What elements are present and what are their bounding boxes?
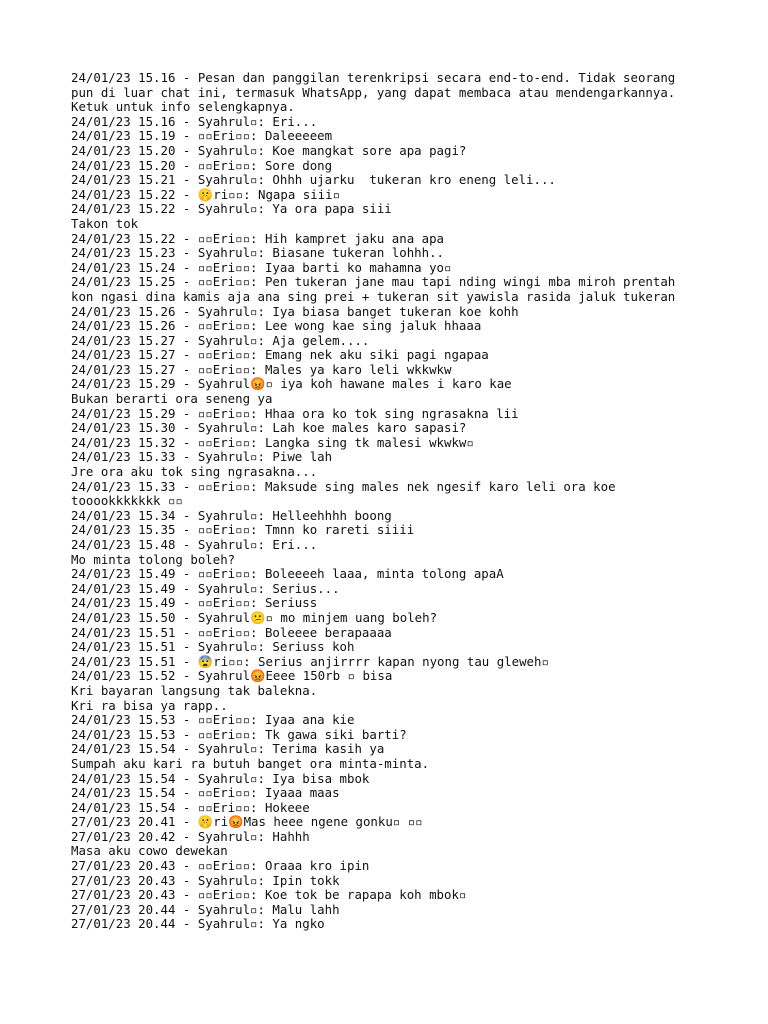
chat-log-line: Ketuk untuk info selengkapnya. <box>71 99 295 115</box>
chat-log-line: 24/01/23 15.27 - Syahrul▫: Aja gelem.... <box>71 332 370 348</box>
chat-log-line: 24/01/23 15.29 - Syahrul😡▫ iya koh hawane males i karo kae <box>71 376 512 392</box>
chat-log-line: 24/01/23 15.22 - Syahrul▫: Ya ora papa siii <box>71 201 392 217</box>
chat-log-line: 24/01/23 15.20 - ▫▫Eri▫▫: Sore dong <box>71 157 333 173</box>
chat-log-line: 24/01/23 15.53 - ▫▫Eri▫▫: Iyaa ana kie <box>71 712 355 728</box>
chat-log-line: 27/01/23 20.42 - Syahrul▫: Hahhh <box>71 828 310 844</box>
chat-log-line: 24/01/23 15.52 - Syahrul😡Eeee 150rb ▫ bisa <box>71 668 393 684</box>
chat-log-line: 24/01/23 15.53 - ▫▫Eri▫▫: Tk gawa siki barti? <box>71 726 407 742</box>
chat-log-line: 24/01/23 15.25 - ▫▫Eri▫▫: Pen tukeran jane mau tapi nding wingi mba miroh prentah <box>71 274 676 290</box>
chat-log-line: Jre ora aku tok sing ngrasakna... <box>71 464 318 480</box>
chat-log-line: 27/01/23 20.44 - Syahrul▫: Malu lahh <box>71 901 340 917</box>
chat-log-line: 24/01/23 15.27 - ▫▫Eri▫▫: Males ya karo leli wkkwkw <box>71 361 452 377</box>
chat-log-line: tooookkkkkkk ▫▫ <box>71 493 183 509</box>
chat-log-line: 27/01/23 20.44 - Syahrul▫: Ya ngko <box>71 916 325 932</box>
chat-log-line: 24/01/23 15.51 - ▫▫Eri▫▫: Boleeee berapaaaa <box>71 624 392 640</box>
chat-log-line: 27/01/23 20.43 - ▫▫Eri▫▫: Oraaa kro ipin <box>71 858 370 874</box>
chat-log-line: pun di luar chat ini, termasuk WhatsApp, yang dapat membaca atau mendengarkannya. <box>71 84 676 100</box>
chat-log-line: 24/01/23 15.51 - 😨ri▫▫: Serius anjirrrr kapan nyong tau gleweh▫ <box>71 653 549 669</box>
chat-log-line: 24/01/23 15.21 - Syahrul▫: Ohhh ujarku tukeran kro eneng leli... <box>71 172 556 188</box>
chat-log-line: 24/01/23 15.22 - ▫▫Eri▫▫: Hih kampret jaku ana apa <box>71 230 444 246</box>
chat-log-line: 24/01/23 15.48 - Syahrul▫: Eri... <box>71 537 318 552</box>
chat-log-line: 24/01/23 15.24 - ▫▫Eri▫▫: Iyaa barti ko mahamna yo▫ <box>71 259 452 275</box>
chat-log-line: 24/01/23 15.33 - Syahrul▫: Piwe lah <box>71 449 333 465</box>
chat-log-line: 24/01/23 15.54 - ▫▫Eri▫▫: Hokeee <box>71 799 310 815</box>
chat-log-line: Sumpah aku kari ra butuh banget ora minta-minta. <box>71 755 430 771</box>
chat-log-line: Mo minta tolong boleh? <box>71 551 236 567</box>
chat-log-line: 24/01/23 15.49 - ▫▫Eri▫▫: Boleeeeh laaa, minta tolong apaA <box>71 566 504 582</box>
chat-log-line: 27/01/23 20.43 - Syahrul▫: Ipin tokk <box>71 872 340 888</box>
chat-log-line: 24/01/23 15.23 - Syahrul▫: Biasane tukeran lohhh.. <box>71 245 444 261</box>
chat-log-line: 24/01/23 15.54 - ▫▫Eri▫▫: Iyaaa maas <box>71 785 340 801</box>
chat-log-line: 24/01/23 15.19 - ▫▫Eri▫▫: Daleeeeem <box>71 128 333 144</box>
chat-log-line: Masa aku cowo dewekan <box>71 843 228 859</box>
chat-log-line: 24/01/23 15.20 - Syahrul▫: Koe mangkat sore apa pagi? <box>71 142 467 158</box>
chat-log-line: 24/01/23 15.51 - Syahrul▫: Seriuss koh <box>71 639 355 655</box>
chat-export-document <box>71 71 761 932</box>
chat-log-line: 27/01/23 20.41 - 🤫ri😡Mas heee ngene gonku▫ ▫▫ <box>71 814 423 830</box>
chat-log-line: kon ngasi dina kamis aja ana sing prei + tukeran sit yawisla rasida jaluk tukeran <box>71 288 676 304</box>
chat-log-line: 24/01/23 15.54 - Syahrul▫: Terima kasih ya <box>71 741 385 757</box>
chat-log-line: Kri ra bisa ya rapp.. <box>71 697 228 713</box>
chat-log-line: 24/01/23 15.33 - ▫▫Eri▫▫: Maksude sing males nek ngesif karo leli ora koe <box>71 478 616 494</box>
chat-log-line: 24/01/23 15.22 - 🤫ri▫▫: Ngapa siii▫ <box>71 186 341 202</box>
chat-log-line: Bukan berarti ora seneng ya <box>71 391 273 407</box>
chat-log-line: 24/01/23 15.27 - ▫▫Eri▫▫: Emang nek aku siki pagi ngapaa <box>71 347 489 363</box>
chat-log-line: 24/01/23 15.49 - ▫▫Eri▫▫: Seriuss <box>71 595 318 611</box>
chat-log-line: 27/01/23 20.43 - ▫▫Eri▫▫: Koe tok be rapapa koh mbok▫ <box>71 887 467 903</box>
chat-log-line: 24/01/23 15.29 - ▫▫Eri▫▫: Hhaa ora ko tok sing ngrasakna lii <box>71 405 519 421</box>
chat-log-line: 24/01/23 15.16 - Pesan dan panggilan terenkripsi secara end-to-end. Tidak seorang <box>71 70 676 85</box>
chat-log-line: 24/01/23 15.34 - Syahrul▫: Helleehhhh boong <box>71 507 392 523</box>
chat-log-line: 24/01/23 15.16 - Syahrul▫: Eri... <box>71 113 318 129</box>
chat-log-line: 24/01/23 15.50 - Syahrul😕▫ mo minjem uang boleh? <box>71 609 438 625</box>
chat-log-line: 24/01/23 15.26 - Syahrul▫: Iya biasa banget tukeran koe kohh <box>71 303 519 319</box>
chat-log-line: 24/01/23 15.54 - Syahrul▫: Iya bisa mbok <box>71 770 370 786</box>
chat-log-line: 24/01/23 15.30 - Syahrul▫: Lah koe males karo sapasi? <box>71 420 467 436</box>
chat-log-line: Kri bayaran langsung tak balekna. <box>71 682 318 698</box>
chat-log-line: 24/01/23 15.35 - ▫▫Eri▫▫: Tmnn ko rareti siiii <box>71 522 415 538</box>
chat-log-line: 24/01/23 15.49 - Syahrul▫: Serius... <box>71 580 340 596</box>
chat-log-line: 24/01/23 15.26 - ▫▫Eri▫▫: Lee wong kae sing jaluk hhaaa <box>71 318 482 334</box>
chat-log-line: Takon tok <box>71 215 139 231</box>
chat-log-line: 24/01/23 15.32 - ▫▫Eri▫▫: Langka sing tk malesi wkwkw▫ <box>71 434 474 450</box>
